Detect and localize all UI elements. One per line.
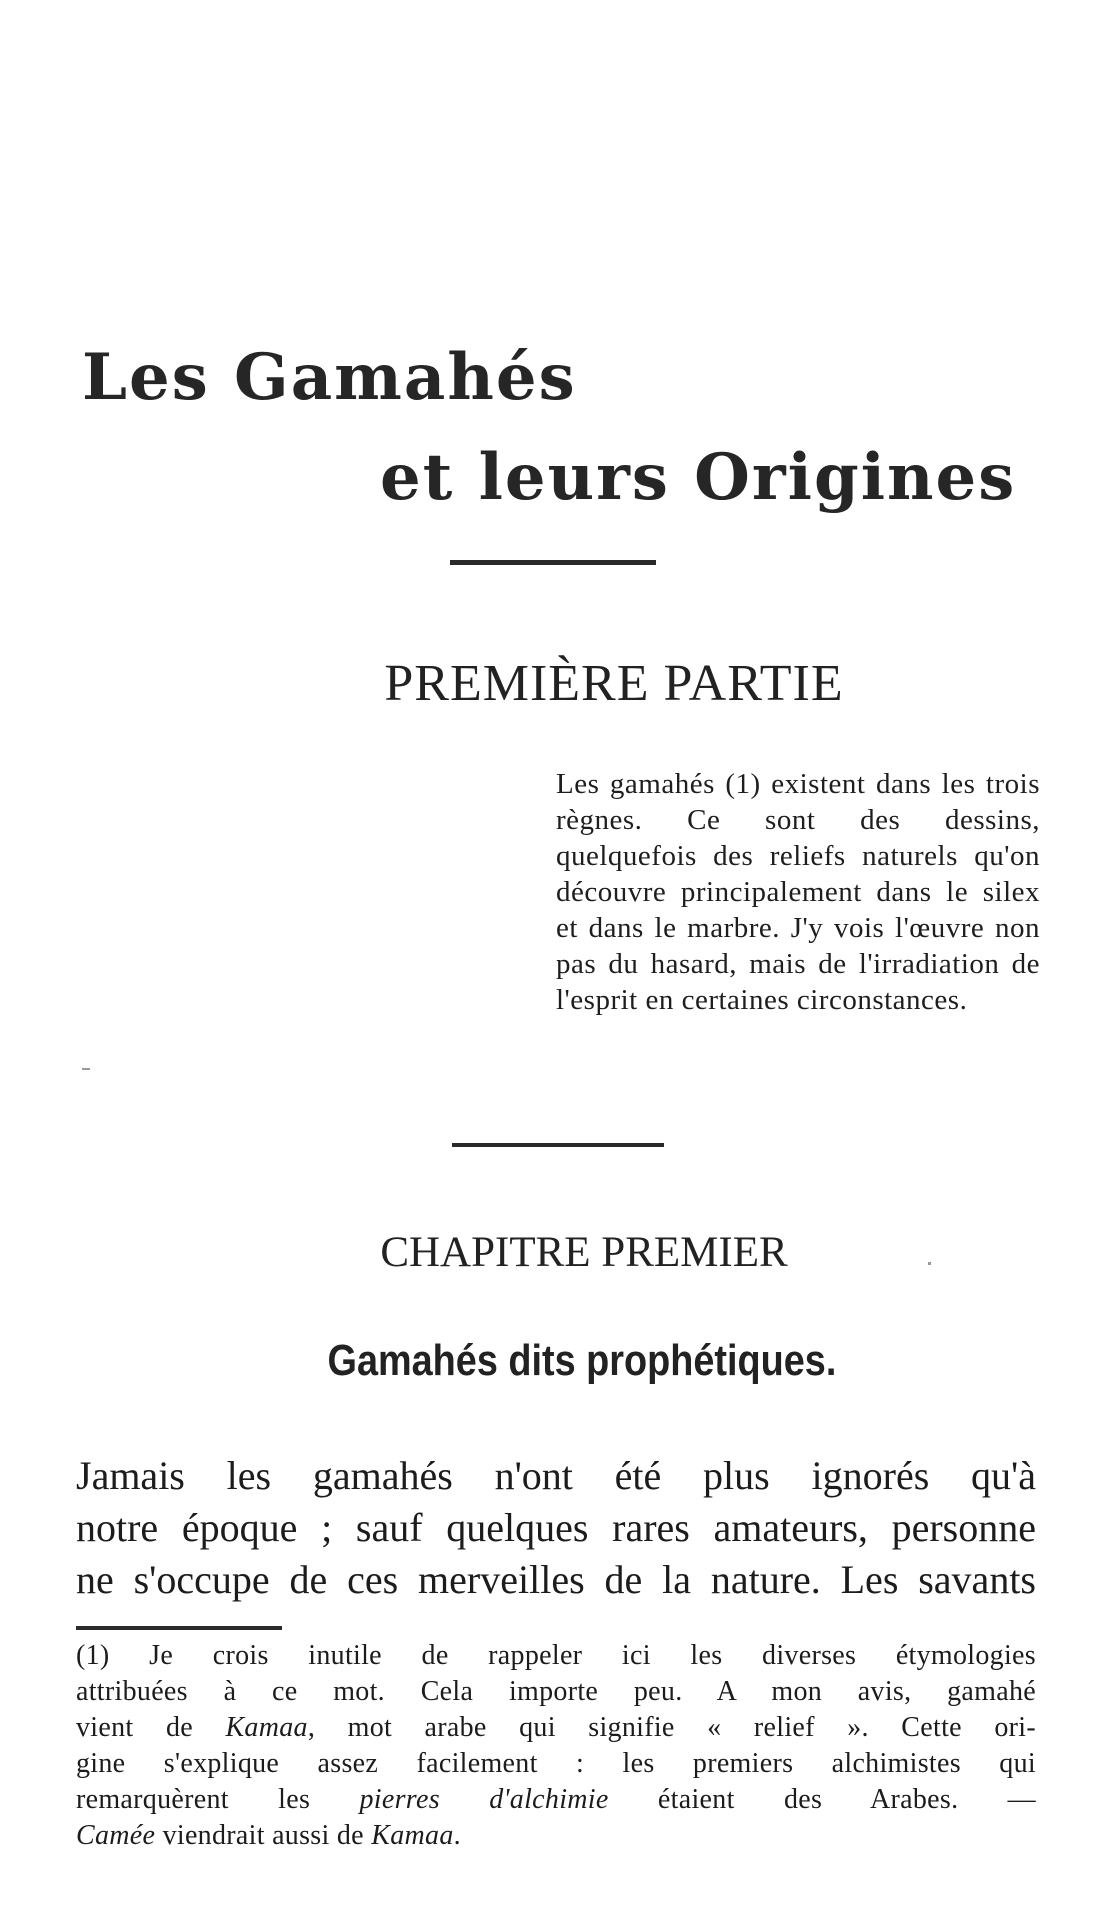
footnote-line [76, 1782, 1036, 1818]
title-divider [450, 560, 656, 565]
body-line: ne s'occupe de ces merveilles de la nature. Les savants [76, 1557, 1036, 1602]
title-line-2: et leurs Origines [380, 440, 1017, 515]
footnote-line: attribuées à ce mot. Cela importe peu. A mon avis, gamahé [76, 1676, 1036, 1707]
footnote-text: vient de [76, 1712, 226, 1743]
footnote-text: viendrait aussi de [155, 1820, 372, 1851]
section-divider [452, 1143, 664, 1147]
footnote-text: , mot arabe qui signifie « relief ». Cette ori- [307, 1712, 1036, 1743]
footnote-text: remarquèrent les [76, 1784, 360, 1815]
footnote-text: étaient des Arabes. — [608, 1784, 1036, 1815]
footnote-line: gine s'explique assez facilement : les premiers alchimistes qui [76, 1748, 1036, 1779]
body-paragraph [76, 1450, 1036, 1606]
print-speck [928, 1262, 931, 1265]
footnote-italic: Kamaa [225, 1712, 308, 1743]
footnote-italic: Kamaa [371, 1820, 454, 1851]
footnote-rule [76, 1626, 282, 1630]
footnote-text: . [453, 1820, 461, 1851]
title-line-1: Les Gamahés [82, 340, 577, 415]
footnote-line: (1) Je crois inutile de rappeler ici les diverses étymologies [76, 1640, 1036, 1671]
body-line: notre époque ; sauf quelques rares amateurs, personne [76, 1505, 1036, 1550]
footnote-italic: pierres d'alchimie [359, 1784, 609, 1815]
chapter-subtitle: Gamahés dits prophétiques. [327, 1336, 837, 1385]
part-heading: PREMIÈRE PARTIE [384, 655, 844, 712]
epigraph: Les gamahés (1) existent dans les trois règnes. Ce sont des dessins, quelquefois des reliefs naturels qu'on découvre principalement dans le silex et dans le marbre. J'y vois l'œuvre non pas du hasard, mais de l'irradiation de l'esprit en certaines circonstances. [556, 768, 1040, 1016]
footnote-line [76, 1818, 1036, 1854]
footnote-italic: Camée [76, 1820, 156, 1851]
print-speck [82, 1068, 90, 1070]
footnote [76, 1638, 1036, 1854]
footnote-line [76, 1710, 1036, 1746]
chapter-heading: CHAPITRE PREMIER [380, 1229, 788, 1276]
body-line: Jamais les gamahés n'ont été plus ignorés qu'à [76, 1453, 1036, 1498]
